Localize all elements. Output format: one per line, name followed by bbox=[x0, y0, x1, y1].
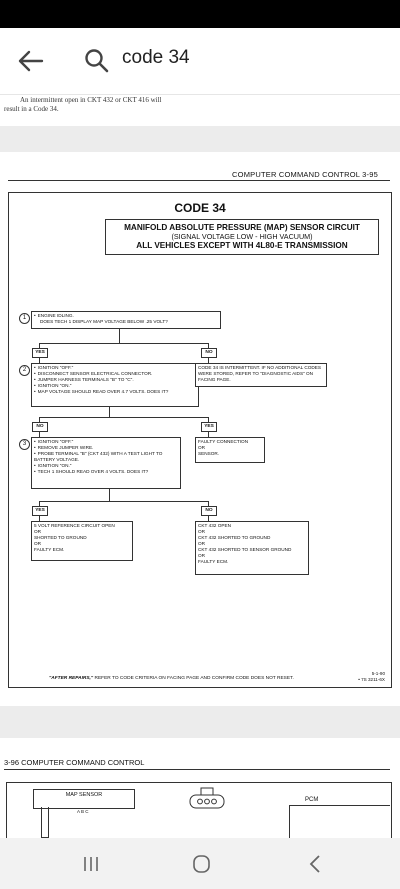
step-2-line: • MAP VOLTAGE SHOULD READ OVER 4.7 VOLTS. DOES IT? bbox=[34, 389, 196, 395]
result-line: SHORTED TO GROUND bbox=[34, 535, 87, 540]
header-rule bbox=[4, 769, 390, 770]
footnote-text: REFER TO CODE CRITERIA ON FACING PAGE AND CONFIRM CODE DOES NOT RESET. bbox=[93, 676, 294, 681]
home-icon[interactable] bbox=[186, 852, 216, 876]
page-divider bbox=[0, 706, 400, 738]
map-sensor-box bbox=[33, 789, 135, 809]
result-line: FAULTY CONNECTION bbox=[198, 439, 249, 444]
yes-label: YES bbox=[32, 506, 48, 516]
footnote-emphasis: "AFTER REPAIRS," bbox=[49, 676, 94, 681]
map-sensor-label: MAP SENSOR bbox=[65, 792, 103, 798]
result-line: CKT 432 SHORTED TO GROUND bbox=[198, 535, 271, 540]
snippet-line: result in a Code 34. bbox=[4, 105, 59, 113]
step-number: 3 bbox=[19, 439, 30, 450]
step-number: 1 bbox=[19, 313, 30, 324]
result-line: CKT 432 OPEN bbox=[198, 523, 232, 528]
flowchart-frame bbox=[8, 192, 392, 688]
step-2-line: • JUMPER HARNESS TERMINALS "B" TO "C". bbox=[34, 377, 196, 383]
connector-lead bbox=[41, 807, 49, 838]
no-label: NO bbox=[201, 348, 217, 358]
back-icon[interactable] bbox=[300, 852, 330, 876]
page-divider bbox=[0, 126, 400, 152]
vehicle-scope: ALL VEHICLES EXCEPT WITH 4L80-E TRANSMISSION bbox=[136, 241, 348, 250]
search-query[interactable]: code 34 bbox=[122, 47, 190, 68]
step-number: 2 bbox=[19, 365, 30, 376]
step-1-line: DOES TECH 1 DISPLAY MAP VOLTAGE BELOW .25 VOLT? bbox=[40, 319, 168, 324]
page-reference bbox=[358, 671, 385, 683]
back-arrow-icon[interactable] bbox=[16, 48, 46, 74]
step-2-line: • DISCONNECT SENSOR ELECTRICAL CONNECTOR. bbox=[34, 371, 196, 377]
manual-page-3-96 bbox=[0, 738, 400, 838]
step-1-box bbox=[31, 311, 221, 329]
footnote bbox=[49, 676, 294, 681]
page-header: COMPUTER COMMAND CONTROL 3-95 bbox=[232, 170, 378, 179]
result-line: OR bbox=[34, 529, 42, 534]
step-1-line: • ENGINE IDLING. bbox=[34, 313, 218, 319]
step-2-line: • IGNITION "OFF." bbox=[34, 365, 196, 371]
result-line: SENSOR. bbox=[198, 451, 220, 456]
faulty-connection-box bbox=[195, 437, 265, 463]
figure-ref: • 7S 3211-6X bbox=[358, 677, 385, 682]
result-line: OR bbox=[198, 541, 206, 546]
result-left-box bbox=[31, 521, 133, 561]
result-line: OR bbox=[198, 445, 206, 450]
step-3-line: • REMOVE JUMPER WIRE. bbox=[34, 445, 178, 451]
search-icon[interactable] bbox=[84, 48, 110, 74]
navigation-bar bbox=[0, 838, 400, 889]
result-line: FAULTY ECM. bbox=[34, 547, 65, 552]
yes-label: YES bbox=[201, 422, 217, 432]
step-3-line: • PROBE TERMINAL "B" (CKT 432) WITH A TEST LIGHT TO BATTERY VOLTAGE. bbox=[34, 451, 178, 463]
step-2-box bbox=[31, 363, 199, 407]
result-line: CKT 432 SHORTED TO SENSOR GROUND bbox=[198, 547, 292, 552]
pcm-box bbox=[289, 805, 390, 838]
step-3-line: • TECH 1 SHOULD READ OVER 4 VOLTS. DOES IT? bbox=[34, 469, 178, 475]
result-line: OR bbox=[198, 529, 206, 534]
code-title: CODE 34 bbox=[174, 201, 226, 215]
status-bar bbox=[0, 0, 400, 28]
search-bar bbox=[0, 28, 400, 95]
step-3-line: • IGNITION "ON." bbox=[34, 463, 178, 469]
result-line: OR bbox=[198, 553, 206, 558]
no-label: NO bbox=[201, 506, 217, 516]
page-header: 3-96 COMPUTER COMMAND CONTROL bbox=[4, 758, 145, 767]
pcm-label: PCM bbox=[305, 797, 319, 803]
step-2-line: • IGNITION "ON." bbox=[34, 383, 196, 389]
recent-apps-icon[interactable] bbox=[76, 852, 106, 876]
intermittent-box: CODE 34 IS INTERMITTENT. IF NO ADDITIONAL CODES WERE STORED, REFER TO "DIAGNOSTIC AIDS" ON FACING PAGE. bbox=[195, 363, 327, 387]
circuit-title-box bbox=[105, 219, 379, 255]
step-3-line: • IGNITION "OFF." bbox=[34, 439, 178, 445]
manual-page-3-95 bbox=[0, 152, 400, 706]
result-line: OR bbox=[34, 541, 42, 546]
pin-labels: A B C bbox=[77, 809, 89, 814]
circuit-title: MANIFOLD ABSOLUTE PRESSURE (MAP) SENSOR CIRCUIT bbox=[124, 223, 360, 232]
connector-icon bbox=[187, 787, 227, 822]
no-label: NO bbox=[32, 422, 48, 432]
snippet-line: An intermittent open in CKT 432 or CKT 416 will bbox=[20, 96, 162, 104]
step-3-box bbox=[31, 437, 181, 489]
result-snippet bbox=[4, 96, 396, 114]
result-line: FAULTY ECM. bbox=[198, 559, 229, 564]
circuit-subtitle: (SIGNAL VOLTAGE LOW - HIGH VACUUM) bbox=[171, 232, 313, 241]
header-rule bbox=[8, 180, 390, 181]
yes-label: YES bbox=[32, 348, 48, 358]
revision-date: 5-1-90 bbox=[371, 671, 385, 676]
result-right-box bbox=[195, 521, 309, 575]
result-line: 5 VOLT REFERENCE CIRCUIT OPEN bbox=[34, 523, 115, 528]
wiring-diagram-frame bbox=[6, 782, 392, 838]
